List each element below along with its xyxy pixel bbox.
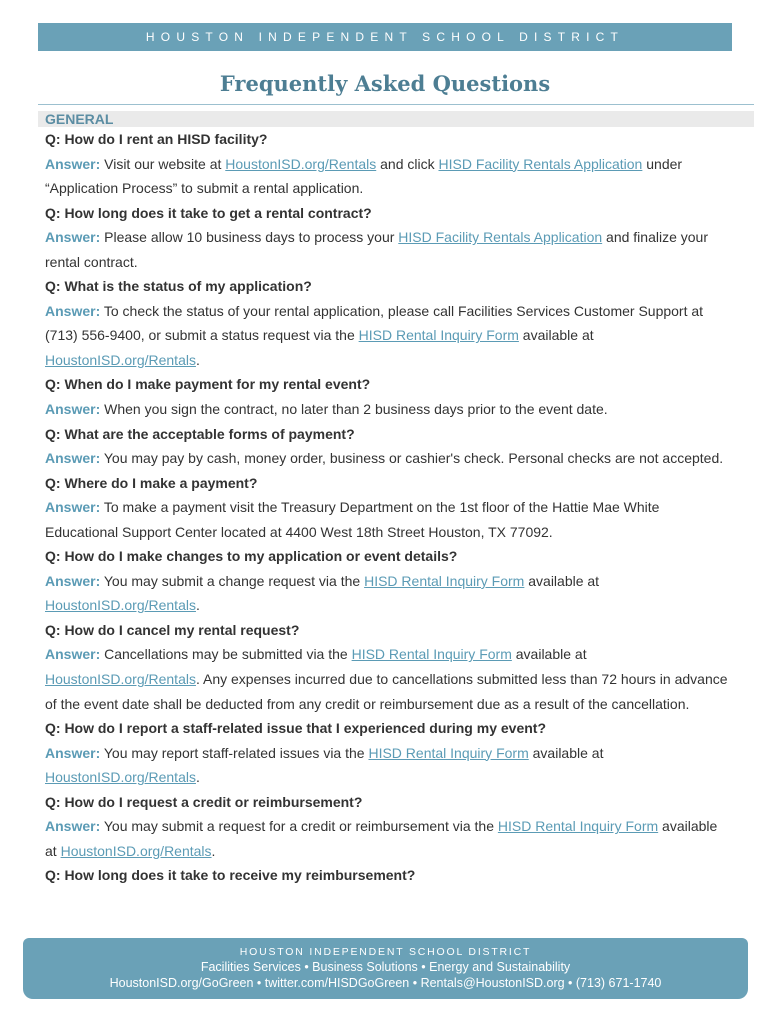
footer-departments: Facilities Services • Business Solutions • Energy and Sustainability (200, 960, 571, 974)
faq-list (45, 127, 735, 888)
district-banner: HOUSTON INDEPENDENT SCHOOL DISTRICT (38, 23, 732, 51)
rentals-website-link[interactable]: HoustonISD.org/Rentals (45, 597, 196, 614)
facility-rentals-application-link[interactable]: HISD Facility Rentals Application (398, 229, 603, 246)
page-title: Frequently Asked Questions (219, 71, 551, 96)
faq-answer-continued: rental contract. (45, 253, 138, 270)
faq-answer-continued (45, 323, 735, 348)
faq-question: Q: Where do I make a payment? (45, 474, 258, 491)
faq-question: Q: What is the status of my application? (45, 278, 312, 295)
faq-answer-continued (45, 348, 735, 373)
rental-inquiry-form-link[interactable]: HISD Rental Inquiry Form (358, 327, 519, 344)
footer-banner (23, 938, 748, 999)
section-heading-general: GENERAL (45, 111, 114, 127)
answer-label: Answer: (45, 572, 101, 589)
rentals-website-link[interactable]: HoustonISD.org/Rentals (225, 155, 377, 172)
answer-text: and finalize your (602, 229, 708, 246)
answer-label: Answer: (45, 302, 101, 319)
rentals-website-link[interactable]: HoustonISD.org/Rentals (60, 842, 212, 859)
faq-question: Q: How do I cancel my rental request? (45, 621, 300, 638)
faq-answer (45, 814, 735, 839)
footer-organization: HOUSTON INDEPENDENT SCHOOL DISTRICT (239, 946, 532, 958)
answer-text: (713) 556-9400, or submit a status request via the (45, 327, 359, 344)
answer-text: Visit our website at (100, 155, 226, 172)
answer-text: available at (528, 744, 604, 761)
answer-text: . (195, 597, 200, 614)
answer-label: Answer: (45, 229, 101, 246)
answer-text: under (642, 155, 683, 172)
answer-text: . (195, 769, 200, 786)
answer-text: . Any expenses incurred due to cancellations submitted less than 72 hours in advance (195, 671, 728, 688)
rental-inquiry-form-link[interactable]: HISD Rental Inquiry Form (364, 572, 525, 589)
faq-question: Q: What are the acceptable forms of payment? (45, 425, 355, 442)
answer-label: Answer: (45, 818, 101, 835)
answer-text: To check the status of your rental application, please call Facilities Services Customer Support at (100, 302, 704, 319)
rental-inquiry-form-link[interactable]: HISD Rental Inquiry Form (368, 744, 529, 761)
faq-question: Q: How do I rent an HISD facility? (45, 131, 268, 147)
rental-inquiry-form-link[interactable]: HISD Rental Inquiry Form (351, 646, 512, 663)
answer-text: available at (524, 572, 600, 589)
faq-question: Q: How do I request a credit or reimbursement? (45, 793, 363, 810)
faq-answer (45, 495, 735, 520)
answer-label: Answer: (45, 646, 101, 663)
faq-answer-continued: “Application Process” to submit a rental application. (45, 180, 364, 197)
faq-question: Q: How long does it take to get a rental contract? (45, 204, 372, 221)
faq-answer-continued: Educational Support Center located at 4400 West 18th Street Houston, TX 77092. (45, 523, 553, 540)
answer-text: Cancellations may be submitted via the (100, 646, 352, 663)
faq-answer (45, 741, 735, 766)
answer-label: Answer: (45, 155, 101, 172)
rental-inquiry-form-link[interactable]: HISD Rental Inquiry Form (497, 818, 659, 835)
answer-label: Answer: (45, 401, 101, 418)
faq-answer-continued (45, 839, 735, 864)
faq-answer-continued (45, 593, 735, 618)
answer-text: and click (376, 155, 439, 172)
faq-answer (45, 569, 735, 594)
answer-text: You may pay by cash, money order, business or cashier's check. Personal checks are not accepted. (100, 450, 724, 467)
answer-text: You may submit a request for a credit or reimbursement via the (100, 818, 498, 835)
faq-answer (45, 225, 735, 250)
answer-label: Answer: (45, 744, 101, 761)
answer-text: available (658, 818, 718, 835)
faq-answer-continued (45, 765, 735, 790)
answer-text: You may submit a change request via the (100, 572, 365, 589)
faq-answer-continued: of the event date shall be deducted from any credit or reimbursement due as a result of the cancellation. (45, 695, 690, 712)
rentals-website-link[interactable]: HoustonISD.org/Rentals (45, 769, 196, 786)
rentals-website-link[interactable]: HoustonISD.org/Rentals (45, 351, 196, 368)
answer-text: You may report staff-related issues via the (100, 744, 369, 761)
footer-contact-info: HoustonISD.org/GoGreen • twitter.com/HISDGoGreen • Rentals@HoustonISD.org • (713) 671-1740 (109, 976, 662, 990)
faq-question: Q: When do I make payment for my rental event? (45, 376, 371, 393)
faq-answer (45, 152, 735, 177)
faq-answer-continued (45, 667, 735, 692)
answer-text: available at (511, 646, 587, 663)
answer-text: When you sign the contract, no later than 2 business days prior to the event date. (100, 401, 608, 418)
faq-answer (45, 446, 735, 471)
answer-text: Please allow 10 business days to process your (100, 229, 399, 246)
answer-text: available at (518, 327, 594, 344)
faq-question: Q: How do I report a staff-related issue that I experienced during my event? (45, 720, 546, 737)
answer-text: at (45, 842, 61, 859)
faq-answer (45, 299, 735, 324)
faq-question: Q: How do I make changes to my application or event details? (45, 548, 458, 565)
answer-text: To make a payment visit the Treasury Department on the 1st floor of the Hattie Mae White (100, 499, 660, 516)
faq-answer (45, 397, 735, 422)
answer-label: Answer: (45, 499, 101, 516)
answer-label: Answer: (45, 450, 101, 467)
title-divider (38, 104, 754, 105)
faq-question: Q: How long does it take to receive my reimbursement? (45, 867, 416, 884)
answer-text: . (211, 842, 216, 859)
answer-text: . (195, 351, 200, 368)
faq-answer (45, 642, 735, 667)
section-header-bar (38, 111, 754, 127)
facility-rentals-application-link[interactable]: HISD Facility Rentals Application (438, 155, 643, 172)
rentals-website-link[interactable]: HoustonISD.org/Rentals (45, 671, 196, 688)
